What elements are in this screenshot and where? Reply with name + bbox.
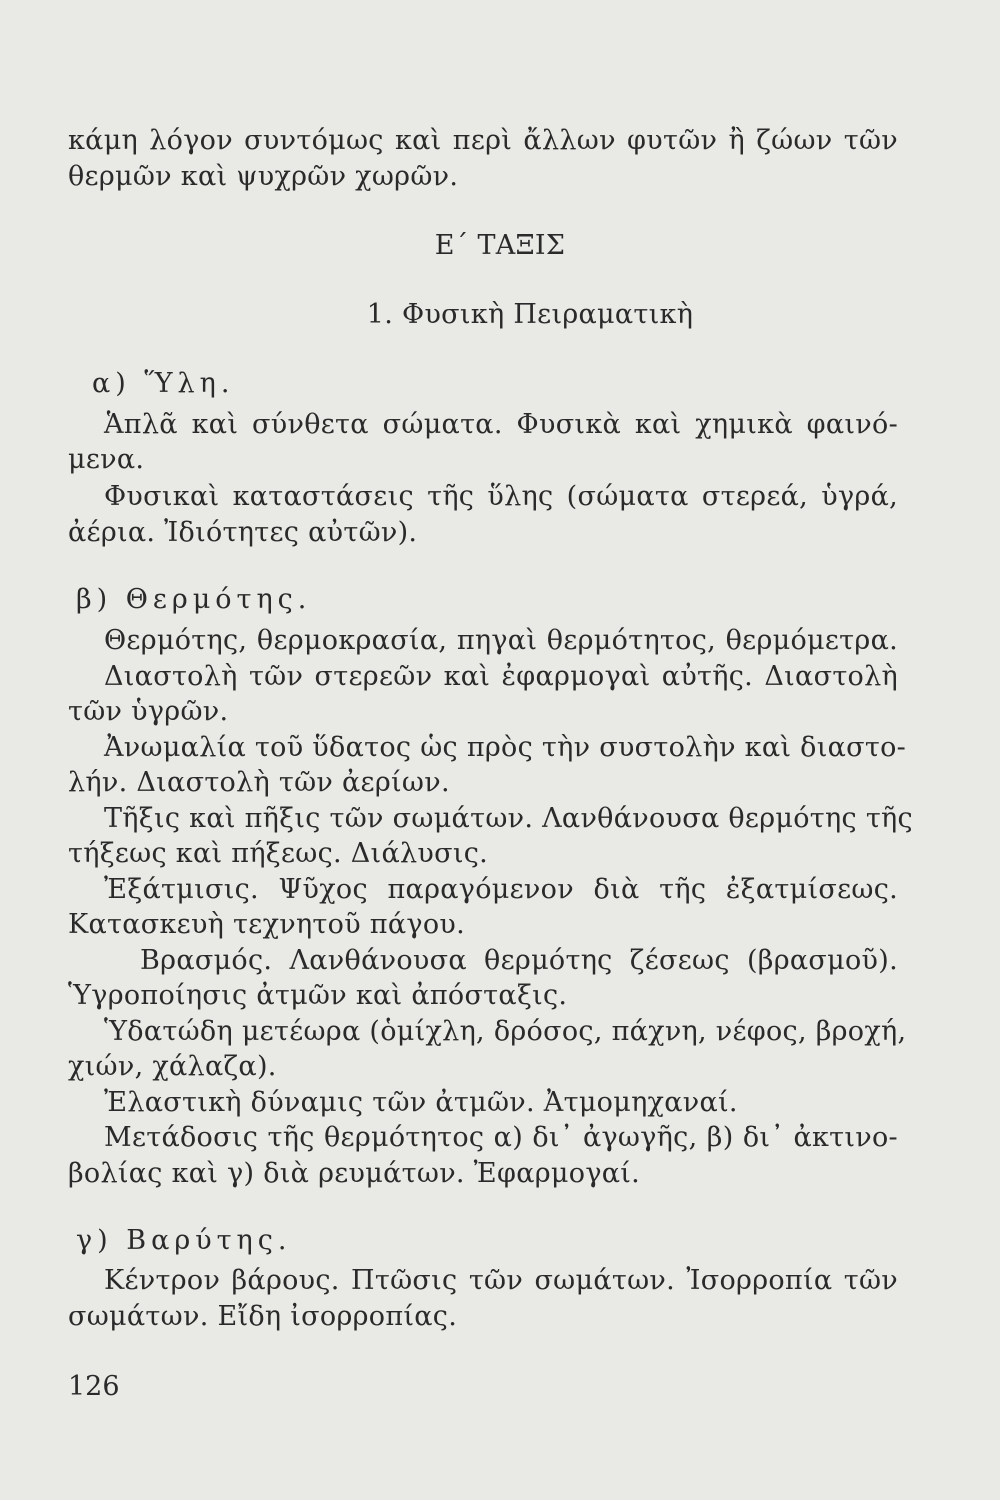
text-line: ἀέρια. Ἰδιότητες αὐτῶν). bbox=[68, 517, 418, 548]
text-line: Μετάδοσις τῆς θερμότητος α) δι᾽ ἀγωγῆς, β) δι᾽ ἀκτινο- bbox=[104, 1122, 898, 1153]
text-line: μενα. bbox=[68, 444, 145, 475]
text-line: Ἁπλᾶ καὶ σύνθετα σώματα. Φυσικὰ καὶ χημικὰ φαινό- bbox=[104, 409, 898, 440]
text-line: τῶν ὑγρῶν. bbox=[68, 696, 229, 727]
text-line: σωμάτων. Εἴδη ἰσορροπίας. bbox=[68, 1301, 458, 1332]
topic-heading-gravity: γ) Βαρύτης. bbox=[76, 1225, 292, 1256]
text-line: Ὑδατώδη μετέωρα (ὁμίχλη, δρόσος, πάχνη, νέφος, βροχή, bbox=[104, 1016, 907, 1047]
text-line: τήξεως καὶ πήξεως. Διάλυσις. bbox=[68, 838, 489, 869]
text-line: θερμῶν καὶ ψυχρῶν χωρῶν. bbox=[68, 161, 459, 192]
text-line: Θερμότης, θερμοκρασία, πηγαὶ θερμότητος, θερμόμετρα. bbox=[104, 625, 898, 656]
subsection-heading: 1. Φυσικὴ Πειραματικὴ bbox=[366, 299, 694, 330]
text-line: χιών, χάλαζα). bbox=[68, 1051, 277, 1082]
text-line: Κατασκευὴ τεχνητοῦ πάγου. bbox=[68, 909, 465, 940]
text-line: Ἐξάτμισις. Ψῦχος παραγόμενον διὰ τῆς ἐξατμίσεως. bbox=[104, 874, 898, 905]
text-line: Διαστολὴ τῶν στερεῶν καὶ ἐφαρμογαὶ αὐτῆς. Διαστολὴ bbox=[104, 661, 898, 692]
topic-heading-matter: α) Ὕλη. bbox=[92, 368, 235, 399]
section-heading: Ε΄ ΤΑΞΙΣ bbox=[434, 230, 566, 261]
text-line: Τῆξις καὶ πῆξις τῶν σωμάτων. Λανθάνουσα θερμότης τῆς bbox=[104, 803, 913, 834]
text-line: βολίας καὶ γ) διὰ ρευμάτων. Ἐφαρμογαί. bbox=[68, 1158, 641, 1189]
text-line: Κέντρον βάρους. Πτῶσις τῶν σωμάτων. Ἰσορροπία τῶν bbox=[104, 1265, 898, 1296]
text-line: κάμη λόγον συντόμως καὶ περὶ ἄλλων φυτῶν ἢ ζώων τῶν bbox=[68, 125, 898, 156]
text-line: Βρασμός. Λανθάνουσα θερμότης ζέσεως (βρασμοῦ). bbox=[140, 945, 898, 976]
page-number: 126 bbox=[68, 1371, 120, 1402]
text-line: Φυσικαὶ καταστάσεις τῆς ὕλης (σώματα στερεά, ὑγρά, bbox=[104, 481, 898, 512]
topic-heading-heat: β) Θερμότης. bbox=[76, 584, 312, 615]
text-line: Ἐλαστικὴ δύναμις τῶν ἀτμῶν. Ἀτμομηχαναί. bbox=[104, 1087, 738, 1118]
text-line: λήν. Διαστολὴ τῶν ἀερίων. bbox=[68, 767, 450, 798]
text-line: Ἀνωμαλία τοῦ ὕδατος ὡς πρὸς τὴν συστολὴν καὶ διαστο- bbox=[104, 732, 907, 763]
text-line: Ὑγροποίησις ἀτμῶν καὶ ἀπόσταξις. bbox=[68, 980, 568, 1011]
